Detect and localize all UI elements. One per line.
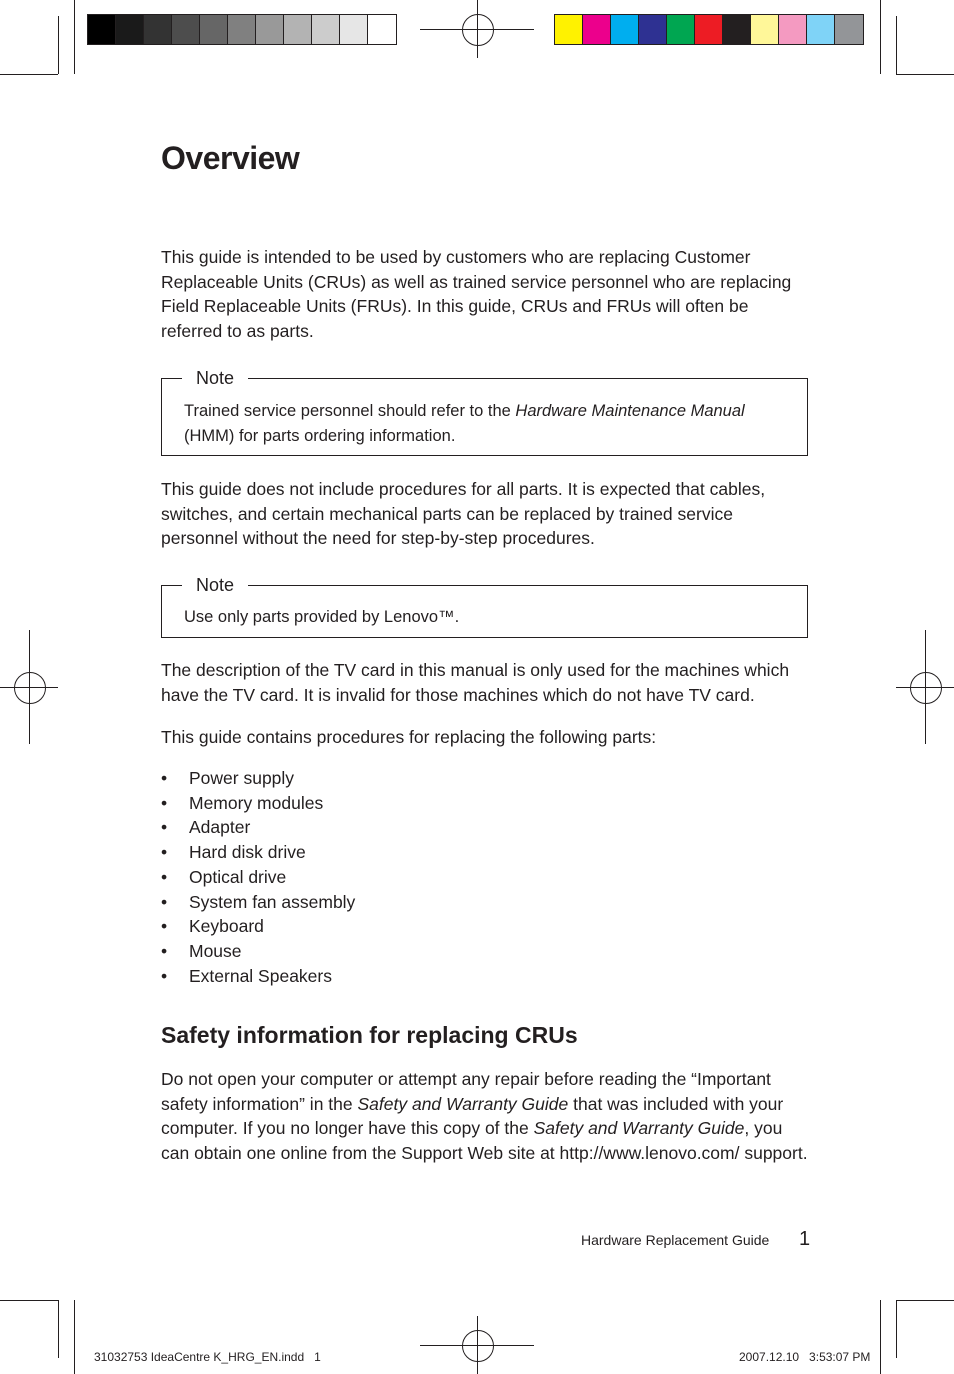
crop-mark [0, 1300, 58, 1301]
list-item: • Hard disk drive [161, 840, 811, 865]
color-swatch [256, 15, 284, 44]
color-swatch [779, 15, 807, 44]
color-swatch [639, 15, 667, 44]
crop-mark [896, 16, 897, 74]
note-text: Use only parts provided by Lenovo™. [184, 608, 460, 626]
list-item: • Power supply [161, 766, 811, 791]
crop-mark [880, 0, 881, 74]
color-swatch [284, 15, 312, 44]
registration-mark [910, 672, 942, 704]
list-item: • External Speakers [161, 964, 811, 989]
slug-filename: 31032753 IdeaCentre K_HRG_EN.indd 1 [94, 1350, 321, 1364]
color-swatch [611, 15, 639, 44]
color-swatch [583, 15, 611, 44]
note-title: Note [182, 366, 248, 390]
safety-paragraph: Do not open your computer or attempt any repair before reading the “Important safety information” in the Safety and Warranty Guide that was included with your computer. If you no longer have this copy of the Safety and Warranty Guide, you can obtain one online from the Support Web site at http://www.lenovo.com/ support. [161, 1069, 808, 1163]
parts-intro: This guide contains procedures for replacing the following parts: [161, 727, 657, 747]
crop-mark [880, 1300, 881, 1374]
color-swatch [555, 15, 583, 44]
crop-mark [58, 1300, 59, 1358]
color-swatch [172, 15, 200, 44]
color-swatch [807, 15, 835, 44]
process-color-bar [554, 14, 864, 45]
list-item: • Memory modules [161, 791, 811, 816]
crop-mark [58, 16, 59, 74]
color-swatch [228, 15, 256, 44]
registration-mark [14, 672, 46, 704]
color-swatch [88, 15, 116, 44]
color-swatch [200, 15, 228, 44]
note-box [161, 575, 808, 638]
scope-paragraph: This guide does not include procedures for all parts. It is expected that cables, switches, and certain mechanical parts can be replaced by trained service personnel without the need for step-by-step procedures. [161, 479, 766, 549]
crop-mark [896, 1300, 954, 1301]
footer-guide-name: Hardware Replacement Guide [581, 1232, 770, 1248]
color-swatch [340, 15, 368, 44]
color-swatch [751, 15, 779, 44]
slug-timestamp: 2007.12.10 3:53:07 PM [739, 1350, 871, 1364]
color-swatch [723, 15, 751, 44]
parts-list [161, 766, 811, 988]
registration-mark [462, 14, 494, 46]
color-swatch [312, 15, 340, 44]
color-swatch [667, 15, 695, 44]
crop-mark [74, 0, 75, 74]
page-title: Overview [161, 140, 300, 176]
crop-mark [896, 1300, 897, 1358]
list-item: • Mouse [161, 939, 811, 964]
crop-mark [0, 74, 58, 75]
list-item: • Keyboard [161, 914, 811, 939]
color-swatch [116, 15, 144, 44]
section-heading: Safety information for replacing CRUs [161, 1022, 578, 1048]
color-swatch [144, 15, 172, 44]
note-box [161, 368, 808, 456]
intro-paragraph: This guide is intended to be used by customers who are replacing Customer Replaceable Units (CRUs) as well as trained service personnel who are replacing Field Replaceable Units (FRUs). In this guide, CRUs and FRUs will often be referred to as parts. [161, 247, 792, 341]
list-item: • Optical drive [161, 865, 811, 890]
color-swatch [368, 15, 396, 44]
color-swatch [835, 15, 863, 44]
list-item: • System fan assembly [161, 890, 811, 915]
color-swatch [695, 15, 723, 44]
grayscale-color-bar [87, 14, 397, 45]
note-text: Trained service personnel should refer to the Hardware Maintenance Manual (HMM) for parts ordering information. [184, 402, 745, 445]
tv-card-paragraph: The description of the TV card in this manual is only used for the machines which have the TV card. It is invalid for those machines which do not have TV card. [161, 660, 790, 705]
list-item: • Adapter [161, 815, 811, 840]
crop-mark [896, 74, 954, 75]
note-title: Note [182, 573, 248, 597]
crop-mark [74, 1300, 75, 1374]
registration-mark [462, 1330, 494, 1362]
page-number: 1 [799, 1228, 811, 1250]
